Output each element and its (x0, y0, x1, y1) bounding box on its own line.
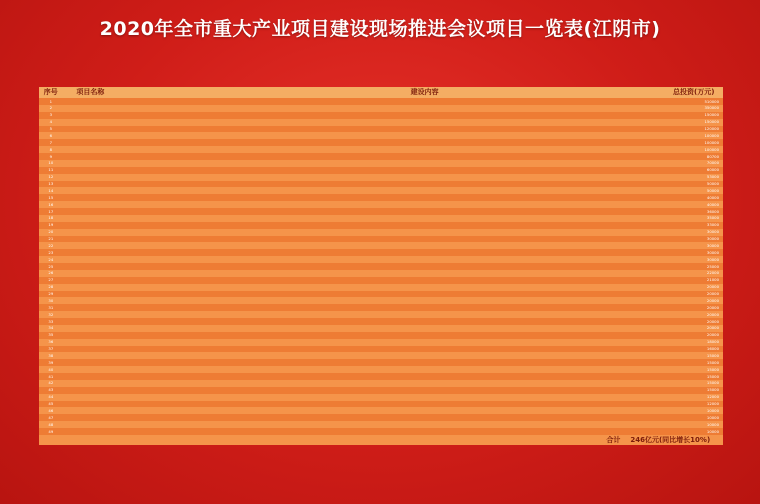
row-no: 26 (48, 270, 54, 276)
row-investment: 20000 (706, 291, 719, 297)
table-row (39, 380, 723, 387)
row-investment: 15000 (706, 366, 719, 372)
project-table (39, 87, 723, 445)
table-row (39, 119, 723, 126)
table-row (39, 277, 723, 284)
table-row (39, 297, 723, 304)
row-investment: 80700 (706, 153, 719, 159)
row-no: 19 (48, 222, 54, 228)
header-investment: 总投资(万元) (673, 88, 715, 96)
row-investment: 150000 (704, 112, 719, 118)
row-investment: 18000 (706, 339, 719, 345)
table-body (39, 98, 723, 435)
row-no: 5 (49, 126, 53, 132)
table-row (39, 167, 723, 174)
table-row (39, 215, 723, 222)
row-investment: 120000 (704, 126, 719, 132)
row-investment: 30000 (706, 236, 719, 242)
table-row (39, 325, 723, 332)
row-investment: 100000 (704, 146, 719, 152)
row-investment: 10000 (706, 414, 719, 420)
table-row (39, 263, 723, 270)
table-row (39, 126, 723, 133)
row-investment: 50000 (706, 187, 719, 193)
row-no: 15 (48, 194, 54, 200)
row-investment: 60000 (706, 167, 719, 173)
table-row (39, 146, 723, 153)
table-row (39, 284, 723, 291)
row-no: 44 (48, 394, 54, 400)
row-investment: 70000 (706, 160, 719, 166)
table-row (39, 311, 723, 318)
table-row (39, 414, 723, 421)
table-row (39, 249, 723, 256)
row-no: 49 (48, 428, 54, 434)
table-row (39, 222, 723, 229)
row-investment: 20000 (706, 297, 719, 303)
row-no: 14 (48, 187, 54, 193)
row-investment: 150000 (704, 119, 719, 125)
table-row (39, 229, 723, 236)
row-no: 2 (49, 105, 53, 111)
row-no: 40 (48, 366, 54, 372)
row-investment: 12000 (706, 394, 719, 400)
row-no: 12 (48, 174, 54, 180)
row-investment: 100000 (704, 139, 719, 145)
table-row (39, 394, 723, 401)
row-no: 41 (48, 373, 54, 379)
row-investment: 15000 (706, 387, 719, 393)
row-no: 32 (48, 311, 54, 317)
row-no: 43 (48, 387, 54, 393)
table-row (39, 174, 723, 181)
row-investment: 15000 (706, 359, 719, 365)
table-row (39, 236, 723, 243)
row-no: 3 (49, 112, 53, 118)
row-investment: 20000 (706, 318, 719, 324)
row-investment: 20000 (706, 332, 719, 338)
row-no: 21 (48, 236, 54, 242)
table-row (39, 194, 723, 201)
row-no: 33 (48, 318, 54, 324)
row-investment: 510000 (704, 98, 719, 104)
row-investment: 15000 (706, 373, 719, 379)
row-investment: 20000 (706, 304, 719, 310)
row-no: 8 (49, 146, 53, 152)
table-row (39, 201, 723, 208)
row-investment: 30000 (706, 249, 719, 255)
total-value: 246亿元(同比增长10%) (630, 436, 711, 444)
table-header (39, 87, 723, 98)
row-investment: 100000 (704, 132, 719, 138)
row-investment: 10000 (706, 407, 719, 413)
row-no: 9 (49, 153, 53, 159)
row-no: 48 (48, 421, 54, 427)
row-no: 18 (48, 215, 54, 221)
page-title: 2020年全市重大产业项目建设现场推进会议项目一览表(江阴市) (99, 18, 661, 40)
row-no: 10 (48, 160, 54, 166)
row-investment: 25000 (706, 263, 719, 269)
row-no: 20 (48, 229, 54, 235)
row-no: 47 (48, 414, 54, 420)
row-no: 7 (49, 139, 53, 145)
row-no: 27 (48, 277, 54, 283)
row-no: 25 (48, 263, 54, 269)
row-investment: 40000 (706, 201, 719, 207)
row-no: 46 (48, 407, 54, 413)
row-no: 37 (48, 346, 54, 352)
table-row (39, 181, 723, 188)
table-row (39, 187, 723, 194)
row-investment: 20000 (706, 284, 719, 290)
row-no: 17 (48, 208, 54, 214)
row-no: 28 (48, 284, 54, 290)
table-row (39, 332, 723, 339)
row-investment: 36000 (706, 208, 719, 214)
row-no: 4 (49, 119, 53, 125)
row-investment: 40000 (706, 194, 719, 200)
row-no: 22 (48, 242, 54, 248)
row-no: 16 (48, 201, 54, 207)
total-label: 合计 (606, 436, 621, 444)
table-row (39, 291, 723, 298)
row-no: 1 (49, 98, 53, 104)
row-no: 13 (48, 181, 54, 187)
row-no: 34 (48, 325, 54, 331)
table-row (39, 270, 723, 277)
table-row (39, 256, 723, 263)
table-row (39, 98, 723, 105)
table-row (39, 153, 723, 160)
row-no: 24 (48, 256, 54, 262)
table-row (39, 318, 723, 325)
row-investment: 20000 (706, 311, 719, 317)
row-investment: 10000 (706, 428, 719, 434)
row-investment: 21000 (706, 277, 719, 283)
row-investment: 53000 (706, 174, 719, 180)
table-row (39, 160, 723, 167)
table-row (39, 208, 723, 215)
row-no: 31 (48, 304, 54, 310)
row-no: 35 (48, 332, 54, 338)
header-content: 建设内容 (410, 88, 439, 96)
row-investment: 20000 (706, 325, 719, 331)
table-row (39, 105, 723, 112)
table-row (39, 428, 723, 435)
row-no: 29 (48, 291, 54, 297)
row-no: 30 (48, 297, 54, 303)
table-row (39, 352, 723, 359)
table-row (39, 132, 723, 139)
row-investment: 33000 (706, 222, 719, 228)
row-investment: 50000 (706, 181, 719, 187)
table-row (39, 401, 723, 408)
row-investment: 30000 (706, 229, 719, 235)
table-row (39, 387, 723, 394)
row-no: 6 (49, 132, 53, 138)
table-row (39, 407, 723, 414)
table-row (39, 346, 723, 353)
table-row (39, 139, 723, 146)
header-name: 项目名称 (76, 88, 105, 96)
header-no: 序号 (43, 88, 58, 96)
table-row (39, 366, 723, 373)
table-row (39, 112, 723, 119)
table-row (39, 373, 723, 380)
table-row (39, 421, 723, 428)
row-investment: 35000 (706, 215, 719, 221)
total-row (39, 435, 723, 445)
row-investment: 16000 (706, 346, 719, 352)
table-row (39, 242, 723, 249)
row-investment: 30000 (706, 256, 719, 262)
row-no: 11 (48, 167, 54, 173)
row-investment: 22000 (706, 270, 719, 276)
table-row (39, 339, 723, 346)
row-investment: 350000 (704, 105, 719, 111)
row-investment: 15000 (706, 352, 719, 358)
row-no: 36 (48, 339, 54, 345)
row-no: 42 (48, 380, 54, 386)
row-investment: 30000 (706, 242, 719, 248)
row-no: 45 (48, 401, 54, 407)
row-investment: 15000 (706, 380, 719, 386)
row-investment: 10000 (706, 421, 719, 427)
row-no: 38 (48, 352, 54, 358)
row-no: 23 (48, 249, 54, 255)
table-row (39, 304, 723, 311)
table-row (39, 359, 723, 366)
row-no: 39 (48, 359, 54, 365)
row-investment: 12000 (706, 401, 719, 407)
